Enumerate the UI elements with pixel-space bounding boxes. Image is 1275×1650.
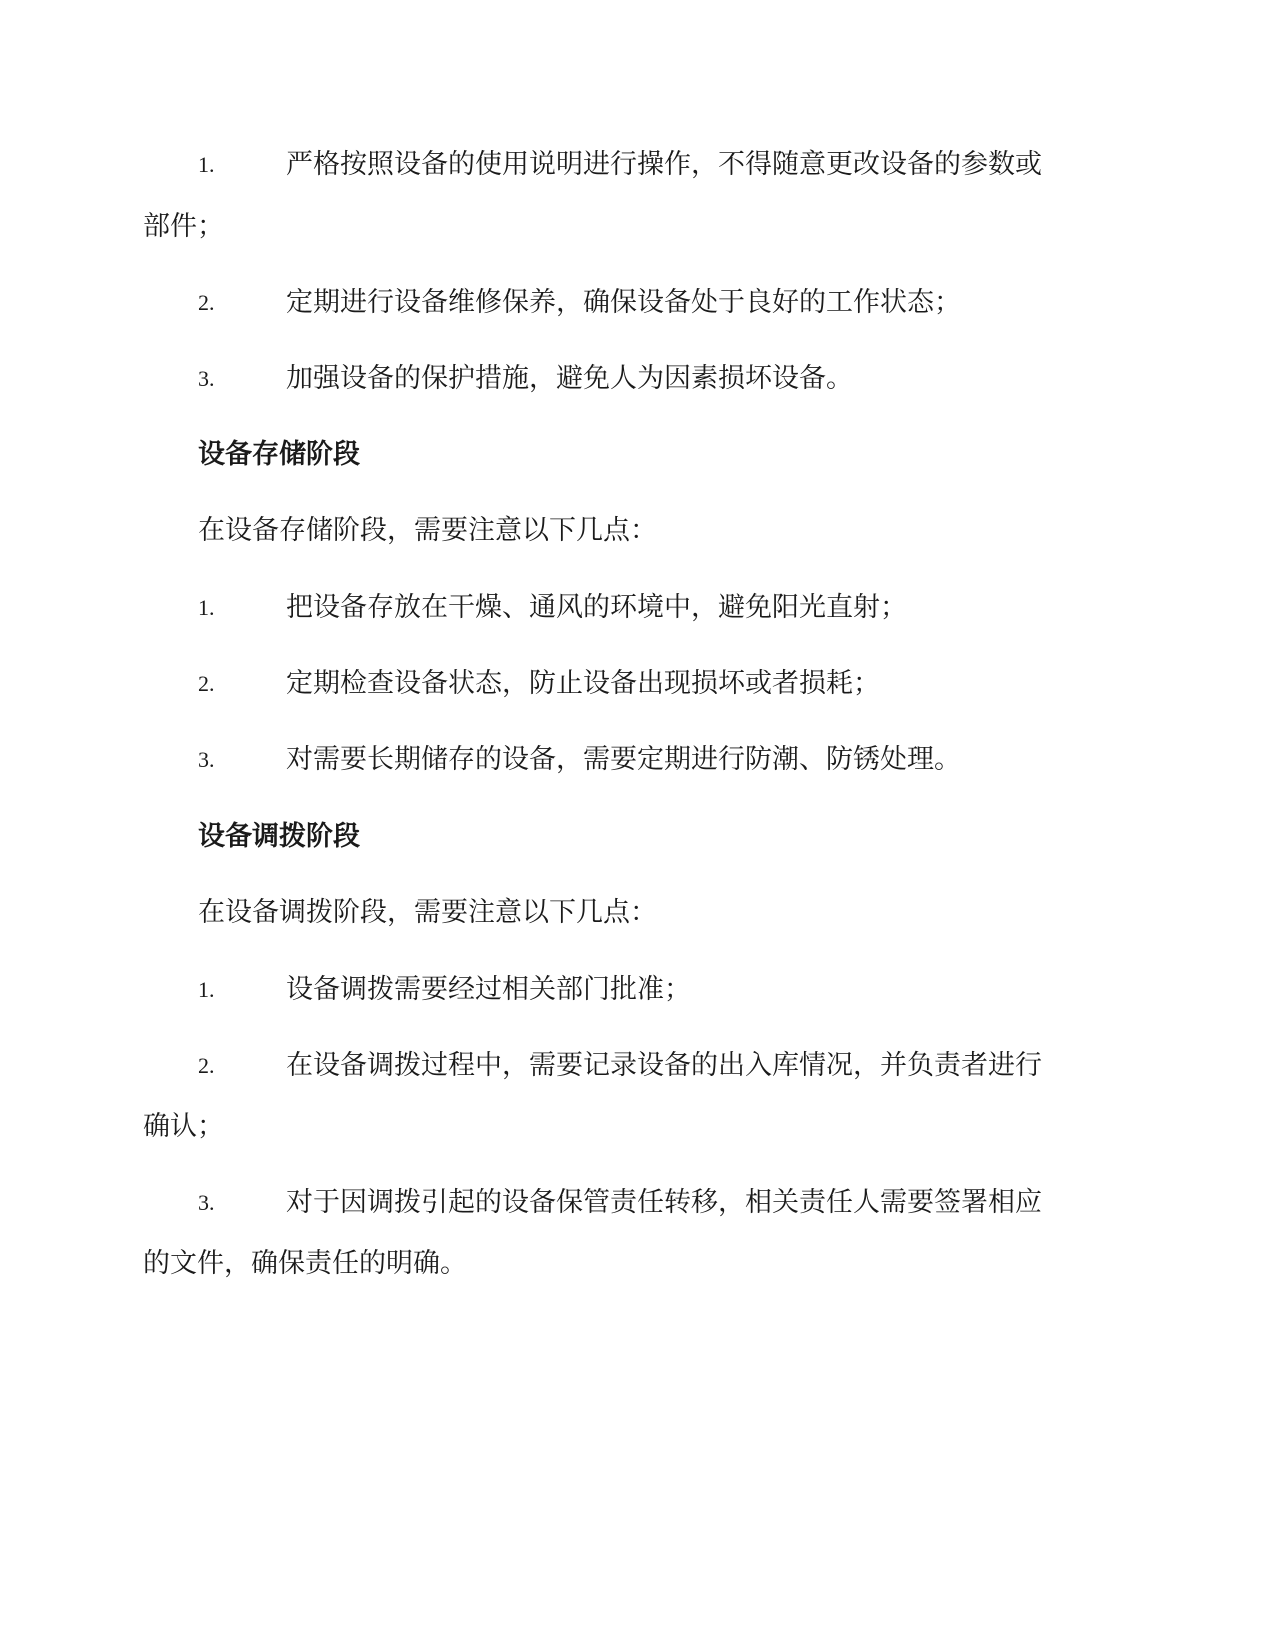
list-item-number: 1. [198, 977, 215, 1002]
list-item-text: 设备调拨需要经过相关部门批准； [286, 974, 691, 1005]
section-heading: 设备存储阶段 [198, 439, 360, 470]
list-item-number: 1. [198, 152, 215, 177]
list-item-text-continued: 部件； [143, 211, 224, 242]
list-item-text: 对于因调拨引起的设备保管责任转移，相关责任人需要签署相应 [286, 1187, 1042, 1218]
list-item-number: 2. [198, 290, 215, 315]
list-item-number: 3. [198, 366, 215, 391]
list-item-number: 3. [198, 747, 215, 772]
list-item-text: 在设备调拨过程中，需要记录设备的出入库情况，并负责者进行 [286, 1050, 1042, 1081]
list-item-text: 定期进行设备维修保养，确保设备处于良好的工作状态； [286, 287, 961, 318]
list-item-text-continued: 的文件，确保责任的明确。 [143, 1248, 467, 1279]
list-item-number: 2. [198, 1053, 215, 1078]
list-item-text: 严格按照设备的使用说明进行操作，不得随意更改设备的参数或 [286, 149, 1042, 180]
list-item-text: 加强设备的保护措施，避免人为因素损坏设备。 [286, 363, 853, 394]
section-heading: 设备调拨阶段 [198, 821, 360, 852]
list-item-number: 1. [198, 595, 215, 620]
list-item-text: 把设备存放在干燥、通风的环境中，避免阳光直射； [286, 592, 907, 623]
list-item-text: 定期检查设备状态，防止设备出现损坏或者损耗； [286, 668, 880, 699]
section-intro: 在设备调拨阶段，需要注意以下几点： [198, 897, 657, 928]
list-item-number: 2. [198, 671, 215, 696]
list-item-text: 对需要长期储存的设备，需要定期进行防潮、防锈处理。 [286, 744, 961, 775]
section-intro: 在设备存储阶段，需要注意以下几点： [198, 515, 657, 546]
list-item-text-continued: 确认； [143, 1111, 224, 1142]
list-item-number: 3. [198, 1190, 215, 1215]
